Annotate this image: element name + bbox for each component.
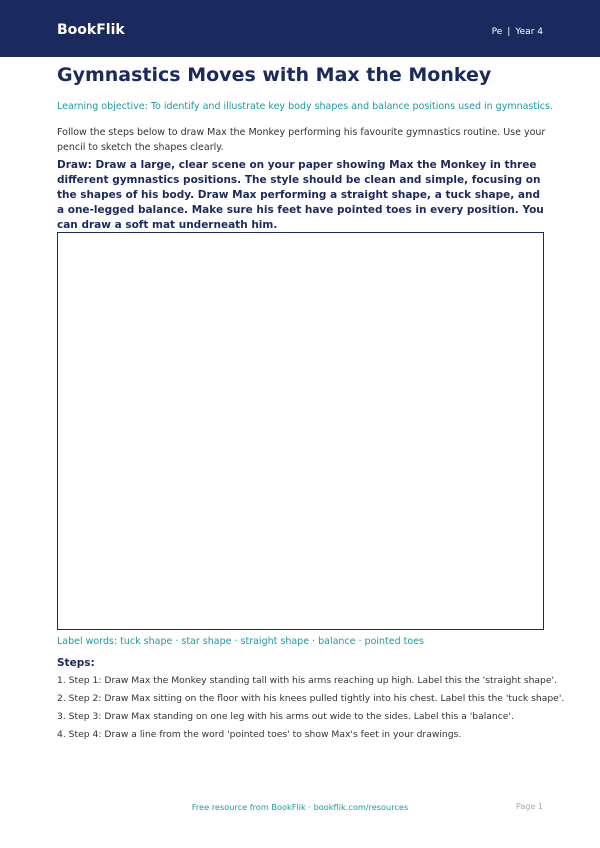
intro-text: Follow the steps below to draw Max the Monkey performing his favourite gymnastics routine. Use your pencil to sketch the shapes clearly. [57, 127, 546, 153]
step-item: 3. Step 3: Draw Max standing on one leg with his arms out wide to the sides. Label this a 'balance'. [57, 711, 514, 722]
year-label: Year 4 [515, 27, 543, 37]
steps-list [57, 675, 565, 747]
step-item: 4. Step 4: Draw a line from the word 'pointed toes' to show Max's feet in your drawings. [57, 729, 462, 740]
step-item: 1. Step 1: Draw Max the Monkey standing tall with his arms reaching up high. Label this the 'straight shape'. [57, 675, 557, 686]
drawing-area[interactable] [57, 232, 544, 630]
meta-separator: | [507, 27, 511, 37]
brand-logo-text[interactable]: BookFlik [57, 22, 125, 38]
subject-label: Pe [491, 27, 503, 37]
page-header [0, 0, 600, 57]
label-words: Label words: tuck shape · star shape · straight shape · balance · pointed toes [57, 636, 425, 647]
draw-instruction: Draw: Draw a large, clear scene on your paper showing Max the Monkey in three different gymnastics positions. The style should be clean and simple, focusing on the shapes of his body. Draw Max performing a straight shape, a tuck shape, and a one-legged balance. Make sure his feet have pointed toes in every position. You can draw a soft mat underneath him. [57, 159, 544, 231]
subject-year-meta [492, 27, 543, 37]
step-item: 2. Step 2: Draw Max sitting on the floor with his knees pulled tightly into his chest. Label this the 'tuck shape'. [57, 693, 565, 704]
steps-heading: Steps: [57, 657, 95, 669]
footer-credit[interactable]: Free resource from BookFlik · bookflik.com/resources [191, 802, 409, 812]
page-title: Gymnastics Moves with Max the Monkey [57, 64, 492, 86]
learning-objective: Learning objective: To identify and illustrate key body shapes and balance positions used in gymnastics. [57, 101, 553, 112]
page-number: Page 1 [516, 802, 543, 811]
